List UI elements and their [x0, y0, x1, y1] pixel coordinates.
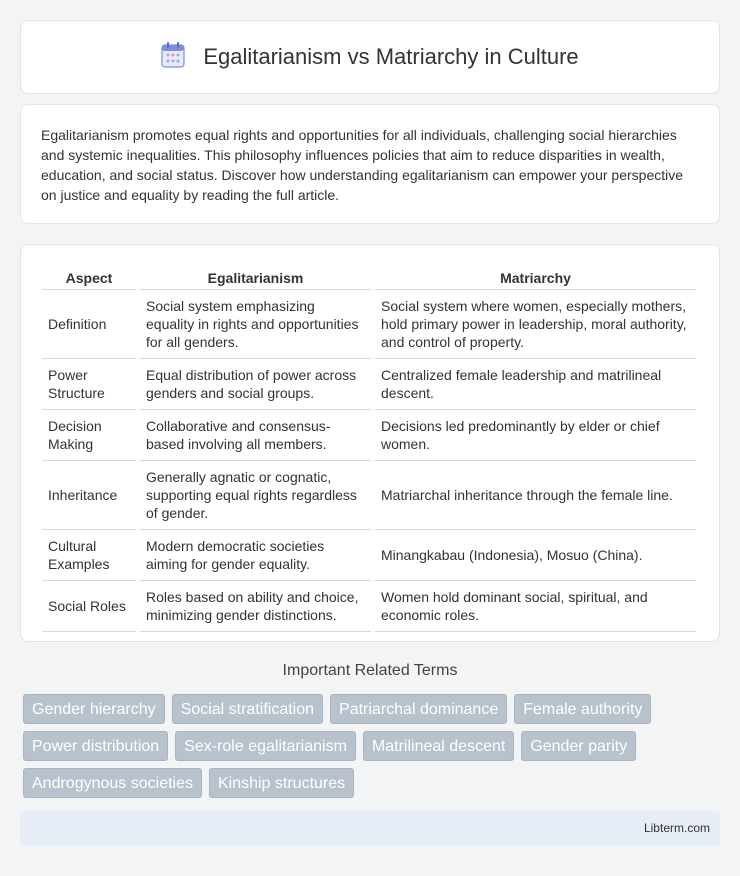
table-row: [42, 359, 696, 410]
aspect-cell: Power Structure: [42, 359, 136, 410]
intro-text: Egalitarianism promotes equal rights and opportunities for all individuals, challenging social hierarchies and systemic inequalities. This philosophy influences policies that aim to reduce disparities in wealth, education, and social status. Discover how understanding egalitarianism can empower your perspective on justice and equality by reading the full article.: [41, 127, 684, 203]
aspect-cell: Social Roles: [42, 581, 136, 632]
related-terms-list: [23, 694, 723, 798]
matriarchy-cell: Women hold dominant social, spiritual, and economic roles.: [375, 581, 696, 632]
column-header-matriarchy: Matriarchy: [375, 265, 696, 290]
matriarchy-cell: Social system where women, especially mothers, hold primary power in leadership, moral authority, and control of property.: [375, 290, 696, 359]
aspect-cell: Cultural Examples: [42, 530, 136, 581]
related-term-tag[interactable]: Androgynous societies: [23, 768, 202, 798]
matriarchy-cell: Minangkabau (Indonesia), Mosuo (China).: [375, 530, 696, 581]
header-card: [20, 20, 720, 94]
related-term-tag[interactable]: Sex-role egalitarianism: [175, 731, 356, 761]
egalitarianism-cell: Modern democratic societies aiming for gender equality.: [140, 530, 371, 581]
related-terms-title: Important Related Terms: [282, 662, 458, 679]
egalitarianism-cell: Roles based on ability and choice, minimizing gender distinctions.: [140, 581, 371, 632]
table-row: [42, 461, 696, 530]
comparison-table-card: [20, 244, 720, 642]
comparison-table: [38, 265, 700, 632]
matriarchy-cell: Decisions led predominantly by elder or chief women.: [375, 410, 696, 461]
related-term-tag[interactable]: Female authority: [514, 694, 651, 724]
table-row: [42, 581, 696, 632]
page-title: Egalitarianism vs Matriarchy in Culture: [203, 44, 579, 69]
matriarchy-cell: Centralized female leadership and matrilineal descent.: [375, 359, 696, 410]
related-term-tag[interactable]: Gender parity: [521, 731, 636, 761]
footer-site-link[interactable]: Libterm.com: [643, 821, 710, 835]
related-term-tag[interactable]: Matrilineal descent: [363, 731, 514, 761]
column-header-egalitarianism: Egalitarianism: [140, 265, 371, 290]
related-term-tag[interactable]: Kinship structures: [209, 768, 354, 798]
footer: [20, 811, 720, 846]
egalitarianism-cell: Generally agnatic or cognatic, supporting equal rights regardless of gender.: [140, 461, 371, 530]
column-header-aspect: Aspect: [42, 265, 136, 290]
aspect-cell: Decision Making: [42, 410, 136, 461]
table-row: [42, 530, 696, 581]
related-term-tag[interactable]: Power distribution: [23, 731, 168, 761]
title-wrap: [161, 42, 578, 73]
aspect-cell: Definition: [42, 290, 136, 359]
calendar-icon: [161, 42, 185, 73]
egalitarianism-cell: Equal distribution of power across genders and social groups.: [140, 359, 371, 410]
related-term-tag[interactable]: Gender hierarchy: [23, 694, 165, 724]
egalitarianism-cell: Collaborative and consensus-based involving all members.: [140, 410, 371, 461]
aspect-cell: Inheritance: [42, 461, 136, 530]
related-term-tag[interactable]: Patriarchal dominance: [330, 694, 507, 724]
table-row: [42, 410, 696, 461]
table-row: [42, 290, 696, 359]
egalitarianism-cell: Social system emphasizing equality in rights and opportunities for all genders.: [140, 290, 371, 359]
table-header-row: [42, 265, 696, 290]
related-term-tag[interactable]: Social stratification: [172, 694, 323, 724]
matriarchy-cell: Matriarchal inheritance through the female line.: [375, 461, 696, 530]
intro-card: [20, 104, 720, 224]
